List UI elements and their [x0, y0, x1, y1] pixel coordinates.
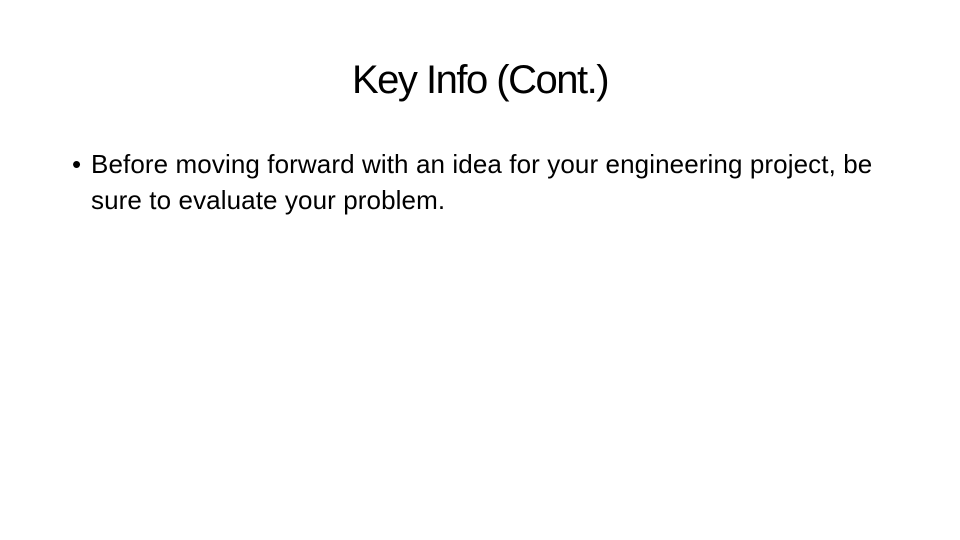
bullet-list [72, 146, 882, 218]
bullet-text: Before moving forward with an idea for your engineering project, be sure to evaluate your problem. [91, 149, 873, 215]
slide-title: Key Info (Cont.) [351, 58, 609, 102]
bullet-marker: • [72, 149, 82, 179]
bullet-item [72, 146, 882, 218]
